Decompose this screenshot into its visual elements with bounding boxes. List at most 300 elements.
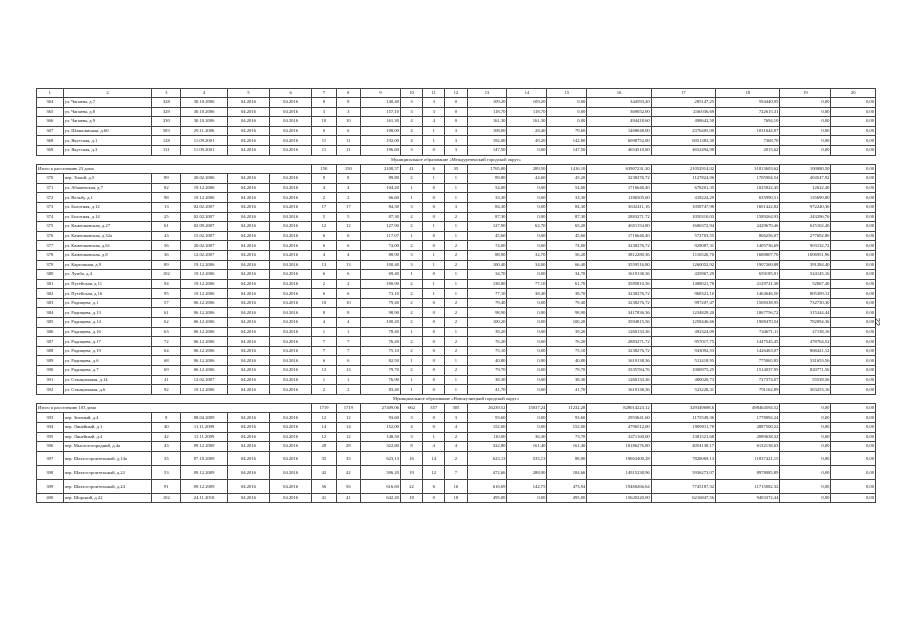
table-cell: 18: [400, 493, 422, 503]
table-cell: 10: [336, 117, 360, 127]
table-cell: 0,00: [831, 318, 876, 328]
table-cell: 75,10: [467, 346, 507, 356]
table-cell: 14: [312, 423, 336, 433]
table-cell: 0,00: [831, 279, 876, 289]
table-cell: 0,00: [780, 413, 831, 423]
table-cell: 391: [37, 375, 64, 385]
table-cell: 7: [312, 337, 336, 347]
table-cell: 3238276,72: [587, 241, 651, 251]
table-cell: 0,00: [507, 231, 547, 241]
table-cell: 04.2016: [270, 442, 312, 452]
table-cell: 1447545,45: [716, 337, 780, 347]
table-cell: 1260133,36: [587, 327, 651, 337]
table-cell: 110,00: [467, 432, 507, 442]
table-cell: 3238276,72: [587, 289, 651, 299]
table-cell: 997207,47: [651, 298, 715, 308]
table-cell: 6: [336, 289, 360, 299]
table-cell: 87,30: [467, 212, 507, 222]
table-cell: 2: [400, 346, 422, 356]
table-cell: 8: [336, 308, 360, 318]
table-cell: 04.2016: [270, 479, 312, 493]
table-cell: 2: [445, 212, 467, 222]
address-cell: пер. Шахтостроительный, д.24: [63, 479, 152, 493]
table-cell: 1: [400, 356, 422, 366]
table-cell: 0,00: [507, 298, 547, 308]
table-cell: 89,80: [467, 174, 507, 184]
table-cell: 0,00: [780, 479, 831, 493]
table-cell: 152,00: [467, 423, 507, 433]
table-cell: 0,00: [831, 366, 876, 376]
address-cell: ул. Якутская, д.1: [63, 136, 152, 146]
table-cell: 6: [336, 231, 360, 241]
table-cell: 3: [445, 202, 467, 212]
table-cell: 0: [423, 375, 445, 385]
table-cell: 0,00: [831, 231, 876, 241]
table-cell: 04.2016: [227, 413, 269, 423]
table-cell: 0,00: [831, 117, 876, 127]
table-cell: 418224,29: [651, 193, 715, 203]
table-cell: 7368,70: [716, 136, 780, 146]
table-cell: 45,20: [547, 174, 587, 184]
table-cell: 678201,35: [651, 183, 715, 193]
table-cell: 2883271,72: [587, 337, 651, 347]
total-cell: 1765,00: [467, 165, 507, 174]
table-cell: 12.02.2007: [181, 250, 228, 260]
table-cell: 392: [37, 385, 64, 395]
table-cell: 04.2016: [270, 327, 312, 337]
table-cell: 400: [37, 493, 64, 503]
total-cell: 2108,57: [361, 165, 401, 174]
address-cell: ул. Камешковская, д.27: [63, 222, 152, 232]
table-cell: 0,00: [780, 465, 831, 479]
table-cell: 74,00: [361, 241, 401, 251]
table-cell: 04.2016: [270, 250, 312, 260]
total-cell: 100080,50: [780, 165, 831, 174]
table-cell: 0,00: [831, 442, 876, 452]
table-cell: 161,40: [547, 442, 587, 452]
table-cell: 0,00: [507, 327, 547, 337]
table-row: [37, 193, 876, 203]
table-cell: 28: [336, 442, 360, 452]
table-row: [37, 375, 876, 385]
column-number-cell: 10: [400, 89, 422, 98]
table-cell: 0,00: [547, 117, 587, 127]
table-cell: 7745187,32: [651, 479, 715, 493]
table-cell: 4: [336, 183, 360, 193]
table-row: [37, 318, 876, 328]
table-cell: 5: [312, 212, 336, 222]
table-cell: 15.02.2007: [181, 231, 228, 241]
table-cell: 4651154,80: [587, 222, 651, 232]
table-cell: 2953641,60: [587, 413, 651, 423]
table-cell: 0: [423, 346, 445, 356]
table-cell: 378: [37, 250, 64, 260]
table-cell: 14: [336, 423, 360, 433]
address-cell: ул. Камешковская, д.32а: [63, 231, 152, 241]
address-cell: ул. Радищева, д.19: [63, 346, 152, 356]
table-row: [37, 279, 876, 289]
table-cell: 365: [37, 107, 64, 117]
table-cell: 190,90: [361, 279, 401, 289]
column-number-cell: 11: [423, 89, 445, 98]
table-cell: 2: [336, 279, 360, 289]
table-cell: 2: [445, 250, 467, 260]
table-cell: 373: [37, 202, 64, 212]
table-cell: 473,94: [547, 479, 587, 493]
table-cell: 04.2016: [227, 318, 269, 328]
table-cell: 88,00: [547, 451, 587, 465]
table-cell: 0,00: [831, 260, 876, 270]
address-cell: ул. Вельбу, д.1: [63, 193, 152, 203]
table-cell: 76,90: [361, 375, 401, 385]
table-cell: 4: [336, 250, 360, 260]
table-cell: 1: [445, 327, 467, 337]
total-cell: 0,00: [831, 404, 876, 413]
table-cell: 1601422,82: [716, 202, 780, 212]
table-row: [37, 231, 876, 241]
address-cell: ул. Камешковская, д.8: [63, 250, 152, 260]
table-cell: 0,00: [831, 136, 876, 146]
table-cell: 1464646,50: [716, 289, 780, 299]
table-cell: 109,20: [507, 98, 547, 108]
table-cell: 77,10: [467, 289, 507, 299]
table-row: [37, 117, 876, 127]
address-cell: ул. Радищева, д.7: [63, 366, 152, 376]
table-cell: 0,00: [780, 451, 831, 465]
table-cell: 04.2016: [270, 493, 312, 503]
table-cell: 33,30: [547, 193, 587, 203]
column-number-cell: 17: [651, 89, 715, 98]
total-cell: 305: [445, 404, 467, 413]
address-cell: ул. Радищева, д.1: [63, 298, 152, 308]
table-cell: 2: [400, 318, 422, 328]
table-cell: 84,30: [467, 202, 507, 212]
table-cell: 0,00: [831, 327, 876, 337]
table-cell: 0,00: [780, 136, 831, 146]
table-cell: 56: [312, 479, 336, 493]
table-cell: 722615,31: [716, 107, 780, 117]
table-cell: 04.2016: [270, 241, 312, 251]
table-cell: 04.2016: [227, 298, 269, 308]
table-cell: 0,00: [831, 308, 876, 318]
table-cell: 12: [312, 413, 336, 423]
table-cell: 95: [152, 289, 181, 299]
table-cell: 1127824,06: [651, 174, 715, 184]
address-cell: ул. Станционная, д.6: [63, 385, 152, 395]
table-cell: 73,70: [547, 432, 587, 442]
table-cell: 74,00: [547, 241, 587, 251]
table-cell: 76,20: [547, 337, 587, 347]
table-cell: 523228,31: [651, 385, 715, 395]
table-cell: 04.2016: [227, 375, 269, 385]
table-cell: 40: [152, 423, 181, 433]
table-cell: 3: [400, 107, 422, 117]
table-cell: 04.2016: [270, 117, 312, 127]
table-cell: 0,00: [507, 375, 547, 385]
table-cell: 1508338,95: [716, 298, 780, 308]
total-cell: 1719: [336, 404, 360, 413]
table-cell: 388: [37, 346, 64, 356]
table-cell: 943092,53: [651, 346, 715, 356]
table-cell: 19.12.2006: [181, 270, 228, 280]
table-cell: 506,20: [361, 465, 401, 479]
table-cell: 6: [336, 241, 360, 251]
address-cell: ул. Чапаева, д.9: [63, 117, 152, 127]
table-cell: 53: [152, 465, 181, 479]
table-cell: 75,10: [361, 346, 401, 356]
total-label: Итого к расселению 23 дома: [37, 165, 312, 174]
table-cell: 152,00: [361, 423, 401, 433]
table-cell: 642,20: [361, 493, 401, 503]
table-cell: 8: [312, 174, 336, 184]
total-cell: 828014223,12: [587, 404, 651, 413]
table-cell: 43: [152, 442, 181, 452]
table-row: [37, 493, 876, 503]
table-cell: 30.10.2006: [181, 98, 228, 108]
table-cell: 4: [312, 318, 336, 328]
table-cell: 152,00: [547, 423, 587, 433]
table-cell: 4: [400, 117, 422, 127]
table-cell: 10: [312, 117, 336, 127]
table-cell: 236/036,69: [651, 107, 715, 117]
table-cell: 972240,36: [780, 202, 831, 212]
table-cell: 6: [312, 241, 336, 251]
table-cell: 524145,16: [780, 270, 831, 280]
table-cell: 1408021,78: [651, 279, 715, 289]
table-cell: 04.2016: [270, 432, 312, 442]
table-row: [37, 250, 876, 260]
table-cell: 04.2016: [227, 117, 269, 127]
table-cell: 285147,25: [651, 98, 715, 108]
table-cell: 2: [400, 212, 422, 222]
table-cell: 0,00: [507, 193, 547, 203]
table-cell: 36,30: [507, 432, 547, 442]
table-cell: 635990,51: [716, 193, 780, 203]
table-cell: 374: [37, 212, 64, 222]
table-cell: 7826069,13: [651, 451, 715, 465]
table-cell: 512418,95: [651, 356, 715, 366]
table-cell: 0,00: [831, 241, 876, 251]
table-cell: 0: [423, 308, 445, 318]
table-cell: 88,90: [361, 250, 401, 260]
table-cell: 389: [37, 356, 64, 366]
table-cell: 1: [400, 183, 422, 193]
table-cell: 100,20: [467, 318, 507, 328]
table-cell: 1: [336, 327, 360, 337]
table-cell: 10: [312, 298, 336, 308]
table-cell: 04.2016: [270, 298, 312, 308]
table-cell: 39,20: [547, 327, 587, 337]
table-cell: 0,00: [831, 375, 876, 385]
table-cell: 0,00: [547, 107, 587, 117]
section-title: Муниципальное образование «Новокузнецкий городской округ»: [37, 394, 876, 404]
table-cell: 1: [423, 174, 445, 184]
table-cell: 13: [152, 202, 181, 212]
table-cell: 04.2016: [227, 260, 269, 270]
table-cell: 10: [336, 298, 360, 308]
table-row: [37, 465, 876, 479]
table-cell: 64: [152, 346, 181, 356]
table-cell: 2: [445, 337, 467, 347]
table-row: [37, 451, 876, 465]
table-cell: 75,10: [547, 346, 587, 356]
table-cell: 12: [336, 413, 360, 423]
table-cell: 35: [336, 451, 360, 465]
table-row: [37, 432, 876, 442]
table-cell: 140,40: [361, 98, 401, 108]
table-cell: 79,70: [467, 366, 507, 376]
table-cell: 56,20: [547, 250, 587, 260]
table-cell: 957017,75: [651, 337, 715, 347]
table-cell: 387: [37, 337, 64, 347]
table-cell: 35: [152, 451, 181, 465]
table-cell: 0,00: [831, 202, 876, 212]
table-cell: 49,20: [507, 136, 547, 146]
address-cell: ул. Болотная, д.14: [63, 212, 152, 222]
table-cell: 385: [37, 318, 64, 328]
address-cell: ул. Станционная, д.14: [63, 375, 152, 385]
table-cell: 42: [312, 465, 336, 479]
table-cell: 383: [37, 298, 64, 308]
table-cell: 435867,29: [651, 270, 715, 280]
table-cell: 128: [152, 136, 181, 146]
table-cell: 903132,72: [780, 241, 831, 251]
table-cell: 69,40: [361, 270, 401, 280]
table-cell: 04.2016: [227, 174, 269, 184]
address-cell: ул. Радищева, д.14: [63, 318, 152, 328]
table-cell: 2887500,22: [716, 423, 780, 433]
table-cell: 41: [312, 493, 336, 503]
table-cell: 04.2016: [270, 126, 312, 136]
table-cell: 4: [423, 117, 445, 127]
table-cell: 13: [312, 260, 336, 270]
table-cell: 84,30: [361, 202, 401, 212]
table-cell: 55538,56: [780, 375, 831, 385]
table-cell: 12622,40: [780, 183, 831, 193]
table-cell: 52067,40: [780, 279, 831, 289]
table-cell: 89: [152, 260, 181, 270]
table-row: [37, 308, 876, 318]
municipality-section-row: [37, 155, 876, 165]
table-cell: 929087,31: [651, 241, 715, 251]
table-cell: 404547,92: [780, 174, 831, 184]
table-cell: 2: [445, 260, 467, 270]
table-cell: 480020,73: [651, 375, 715, 385]
table-cell: 1705904,54: [716, 174, 780, 184]
table-cell: 1778092,24: [716, 413, 780, 423]
table-cell: 65,20: [547, 222, 587, 232]
table-cell: 0,00: [507, 356, 547, 366]
table-cell: 19.12.2006: [181, 193, 228, 203]
table-cell: 1: [400, 270, 422, 280]
column-number-cell: 19: [780, 89, 831, 98]
table-cell: 147,50: [467, 145, 507, 155]
table-cell: 61,70: [547, 279, 587, 289]
table-cell: 367: [37, 126, 64, 136]
table-cell: 13: [336, 260, 360, 270]
table-cell: 394: [37, 423, 64, 433]
table-cell: 3: [445, 413, 467, 423]
total-cell: 150: [312, 165, 336, 174]
table-cell: 04.2016: [270, 222, 312, 232]
table-cell: 02.02.2007: [181, 212, 228, 222]
table-cell: 1: [423, 126, 445, 136]
table-cell: 83,40: [361, 385, 401, 395]
table-cell: 0,00: [831, 346, 876, 356]
table-row: [37, 289, 876, 299]
table-cell: 09.12.2009: [181, 465, 228, 479]
column-number-cell: 14: [507, 89, 547, 98]
table-cell: 380: [37, 270, 64, 280]
table-cell: 1: [423, 250, 445, 260]
table-cell: 6: [312, 356, 336, 366]
table-cell: 12: [312, 432, 336, 442]
table-row: [37, 337, 876, 347]
total-cell: 1719: [312, 404, 336, 413]
table-cell: 3238276,72: [587, 298, 651, 308]
table-cell: 06.12.2006: [181, 337, 228, 347]
table-cell: 73,10: [361, 289, 401, 299]
table-cell: 0: [423, 327, 445, 337]
table-cell: 04.2016: [270, 174, 312, 184]
table-cell: 1025822,45: [716, 183, 780, 193]
table-cell: 04.2016: [227, 493, 269, 503]
table-cell: 100,40: [467, 260, 507, 270]
table-cell: 93,60: [467, 413, 507, 423]
table-cell: 08.04.2009: [181, 413, 228, 423]
table-cell: 0: [423, 423, 445, 433]
table-cell: 0: [445, 107, 467, 117]
table-cell: 12: [423, 465, 445, 479]
table-cell: 1589264,93: [716, 212, 780, 222]
table-cell: 11: [312, 136, 336, 146]
table-cell: 04.2016: [227, 98, 269, 108]
table-cell: 1: [445, 231, 467, 241]
table-cell: 15620220,00: [587, 493, 651, 503]
table-cell: 1: [445, 279, 467, 289]
table-cell: 04.2016: [270, 270, 312, 280]
table-cell: 0,00: [831, 423, 876, 433]
table-cell: 1619138,36: [587, 385, 651, 395]
table-cell: 04.2016: [270, 231, 312, 241]
table-cell: 161,30: [361, 117, 401, 127]
table-cell: 6: [336, 126, 360, 136]
table-cell: 77,10: [507, 279, 547, 289]
table-row: [37, 212, 876, 222]
table-cell: 775065,85: [716, 356, 780, 366]
table-cell: 6: [312, 126, 336, 136]
table-cell: 11: [336, 145, 360, 155]
total-label: Итого к расселению 103 дома: [37, 404, 312, 413]
table-cell: 820771,56: [780, 366, 831, 376]
table-cell: 04.2016: [227, 346, 269, 356]
table-cell: 19: [400, 465, 422, 479]
table-cell: 04.2016: [227, 432, 269, 442]
table-cell: 732730,30: [780, 298, 831, 308]
table-cell: 0,00: [831, 432, 876, 442]
table-cell: 79,70: [547, 366, 587, 376]
table-cell: 63: [152, 327, 181, 337]
table-cell: 243296,76: [780, 212, 831, 222]
table-cell: 3335784,76: [587, 366, 651, 376]
table-cell: 0,00: [507, 318, 547, 328]
table-cell: 623,13: [467, 451, 507, 465]
table-cell: 1: [445, 375, 467, 385]
table-cell: 8: [312, 308, 336, 318]
table-cell: 3: [400, 202, 422, 212]
table-cell: 6216847,56: [651, 493, 715, 503]
table-row: [37, 479, 876, 493]
